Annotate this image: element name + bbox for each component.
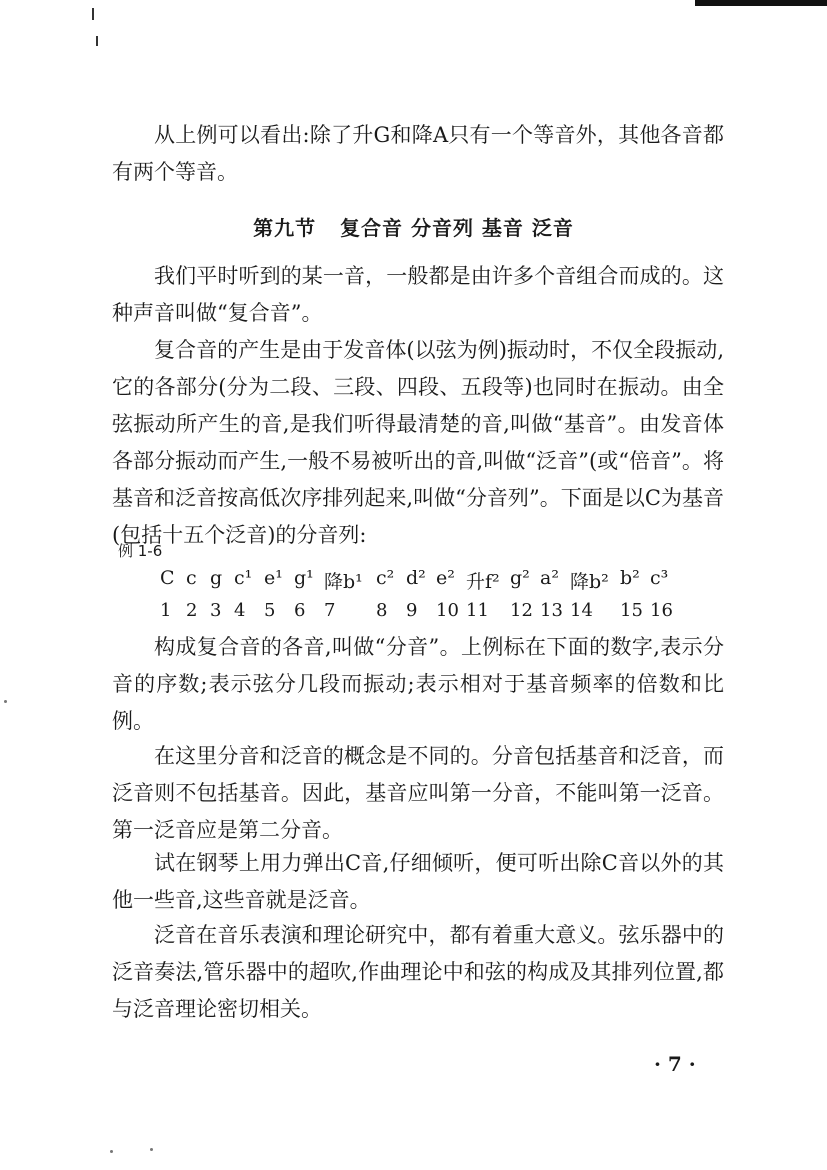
partial-number: 9 — [406, 600, 418, 621]
page-number: · 7 · — [654, 1052, 696, 1076]
scan-speck — [4, 700, 7, 703]
note-label: c¹ — [234, 567, 253, 589]
partial-number: 4 — [234, 600, 246, 621]
note-label: e² — [436, 567, 455, 589]
partial-number: 13 — [540, 600, 563, 621]
partial-number: 7 — [324, 600, 336, 621]
note-label: d² — [406, 567, 426, 589]
paragraph-complex-tone-intro: 我们平时听到的某一音，一般都是由许多个音组合而成的。这种声音叫做“复合音”。 — [112, 264, 724, 325]
partial-number: 1 — [160, 600, 172, 621]
note-label: 升f² — [466, 571, 500, 593]
scan-mark — [92, 8, 94, 20]
scan-mark — [96, 36, 98, 46]
paragraph-harmonic-series-explanation: 复合音的产生是由于发音体(以弦为例)振动时，不仅全段振动,它的各部分(分为二段、三段、四段、五段等)也同时在振动。由全弦振动所产生的音,是我们听得最清楚的音,叫做“基音”。由发音体各部分振动而产生,一般不易被听出的音,叫做“泛音”(或“倍音”。将基音和泛音按高低次序排列起来,叫做“分音列”。下面是以C为基音(包括十五个泛音)的分音列: — [112, 338, 724, 547]
note-label: 降b² — [570, 571, 609, 593]
harmonic-series-notes — [160, 567, 680, 594]
partial-number: 5 — [264, 600, 276, 621]
note-label: C — [160, 567, 175, 589]
paragraph-partials-definition: 构成复合音的各音,叫做“分音”。上例标在下面的数字,表示分音的序数;表示弦分几段而振动;表示相对于基音频率的倍数和比例。 — [112, 635, 724, 733]
partial-number: 10 — [436, 600, 459, 621]
note-label: g — [210, 567, 223, 589]
note-label: 降b¹ — [324, 571, 363, 593]
note-label: a² — [540, 567, 559, 589]
section-heading: 第九节 复合音 分音列 基音 泛音 — [253, 216, 574, 240]
partial-number: 6 — [294, 600, 306, 621]
example-label: 例 1-6 — [118, 542, 163, 560]
partial-number: 16 — [650, 600, 673, 621]
note-label: b² — [620, 567, 640, 589]
note-label: c² — [376, 567, 395, 589]
paragraph-partial-vs-overtone: 在这里分音和泛音的概念是不同的。分音包括基音和泛音，而泛音则不包括基音。因此，基音应叫第一分音，不能叫第一泛音。第一泛音应是第二分音。 — [112, 744, 724, 842]
note-label: e¹ — [264, 567, 283, 589]
paragraph-overtone-significance: 泛音在音乐表演和理论研究中，都有着重大意义。弦乐器中的泛音奏法,管乐器中的超吹,作曲理论中和弦的构成及其排列位置,都与泛音理论密切相关。 — [112, 923, 724, 1021]
partial-number: 14 — [570, 600, 593, 621]
scan-speck — [110, 1150, 113, 1153]
paragraph-piano-experiment: 试在钢琴上用力弹出C音,仔细倾听，便可听出除C音以外的其他一些音,这些音就是泛音。 — [112, 851, 724, 912]
partial-number: 12 — [510, 600, 533, 621]
note-label: g² — [510, 567, 530, 589]
partial-number: 11 — [466, 600, 489, 621]
scan-speck — [150, 1148, 153, 1151]
note-label: c — [186, 567, 197, 589]
note-label: g¹ — [294, 567, 314, 589]
partial-number: 2 — [186, 600, 198, 621]
paragraph-enharmonic-summary: 从上例可以看出:除了升G和降A只有一个等音外，其他各音都有两个等音。 — [112, 123, 724, 184]
partial-number: 3 — [210, 600, 222, 621]
harmonic-series-numbers — [160, 600, 680, 621]
note-label: c³ — [650, 567, 669, 589]
scan-edge-bar — [695, 0, 827, 6]
partial-number: 8 — [376, 600, 388, 621]
partial-number: 15 — [620, 600, 643, 621]
